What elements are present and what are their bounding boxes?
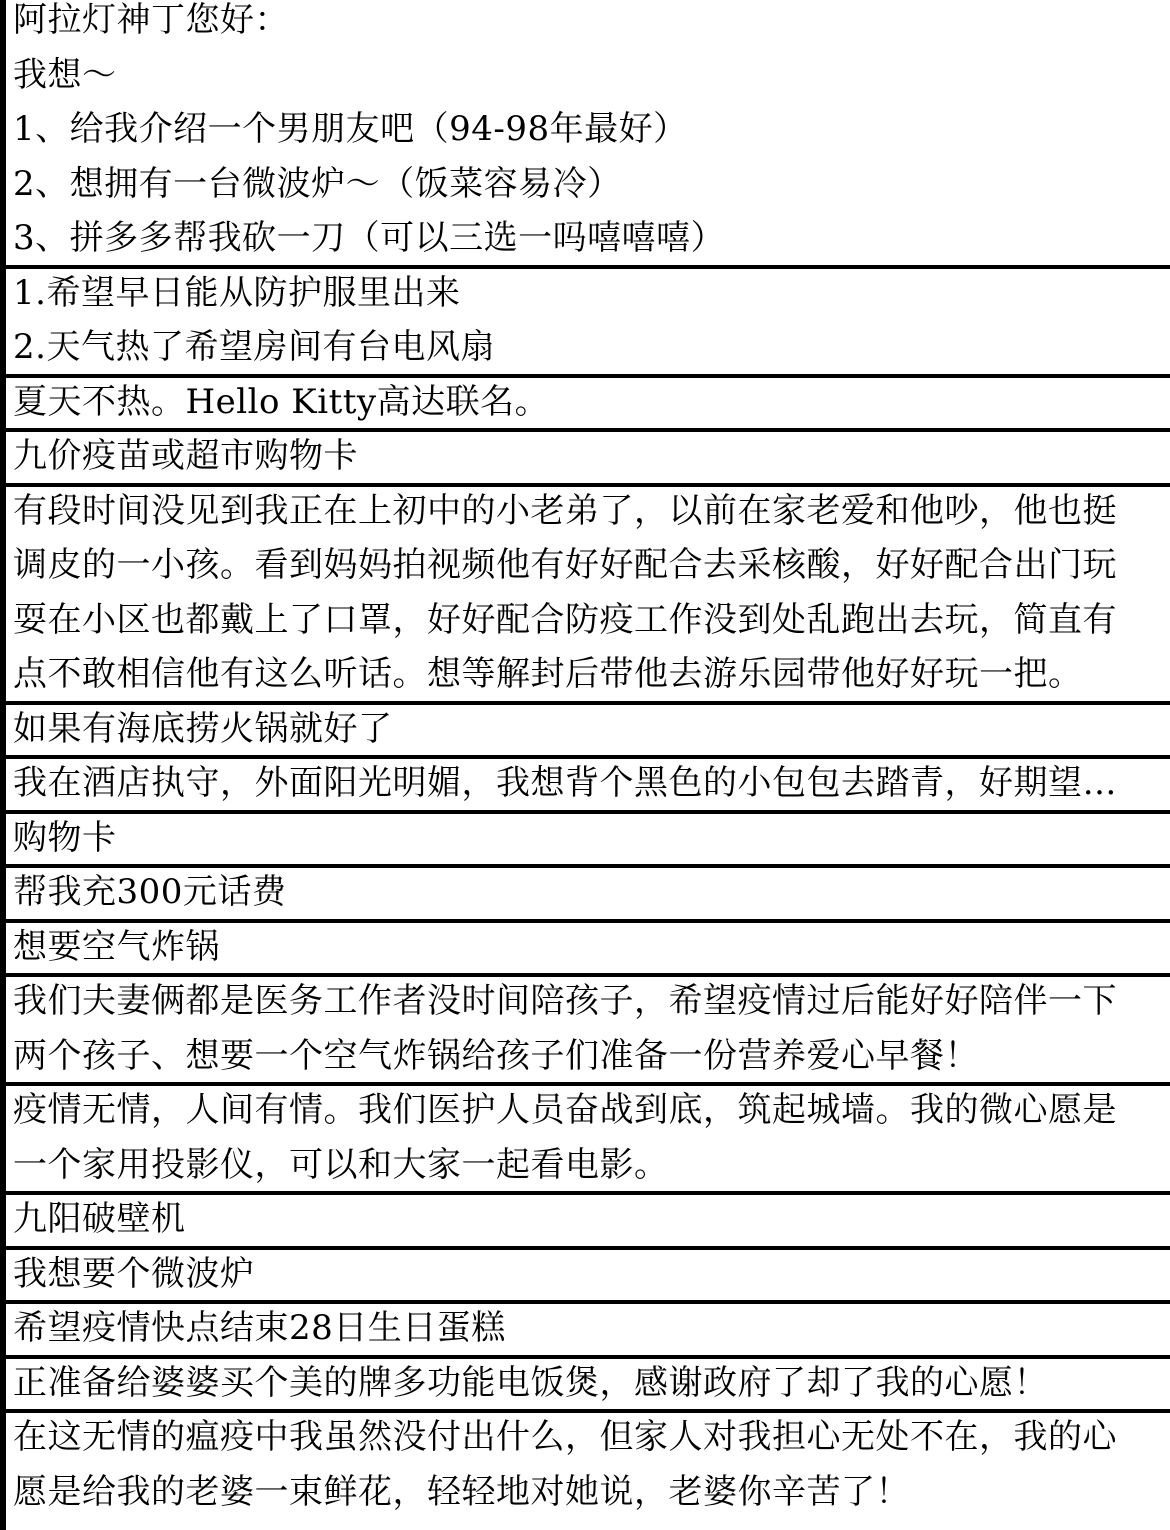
wish-text-line: 疫情无情，人间有情。我们医护人员奋战到底，筑起城墙。我的微心愿是 [13,1090,1117,1130]
wish-text-line: 2、想拥有一台微波炉～（饭菜容易冷） [13,163,622,204]
wish-entry [6,974,1170,1083]
wish-entry [6,375,1170,430]
wish-text-line: 耍在小区也都戴上了口罩，好好配合防疫工作没到处乱跑出去玩，简直有 [13,599,1117,640]
wish-entry [6,1356,1170,1411]
wish-text-line: 我想～ [13,54,117,95]
wish-text-line: 夏天不热。Hello Kitty高达联名。 [13,381,550,422]
wish-text-line: 点不敢相信他有这么听话。想等解封后带他去游乐园带他好好玩一把。 [13,654,1083,694]
wish-text-line: 在这无情的瘟疫中我虽然没付出什么，但家人对我担心无处不在，我的心 [13,1417,1117,1457]
wish-entry [6,756,1170,811]
wish-text-line: 购物卡 [13,817,117,858]
wish-entry [6,1083,1170,1192]
wish-entry [6,702,1170,757]
wish-text-line: 两个孩子、想要一个空气炸锅给孩子们准备一份营养爱心早餐！ [13,1035,979,1076]
wish-entry [6,1247,1170,1302]
wish-text-line: 九价疫苗或超市购物卡 [13,436,358,476]
wish-text-line: 一个家用投影仪，可以和大家一起看电影。 [13,1144,669,1185]
wish-entry [6,1410,1170,1519]
wish-text-line: 1.希望早日能从防护服里出来 [13,272,461,313]
wish-entry [6,865,1170,920]
wish-entry [6,266,1170,375]
wish-text-line: 希望疫情快点结束28日生日蛋糕 [13,1308,506,1348]
wish-text-line: 想要空气炸锅 [13,926,220,967]
wish-entry [6,1301,1170,1356]
wish-text-line: 3、拼多多帮我砍一刀（可以三选一吗嘻嘻嘻） [13,218,726,258]
wish-text-line: 我在酒店执守，外面阳光明媚，我想背个黑色的小包包去踏青，好期望… [13,763,1117,803]
wish-text-line: 我想要个微波炉 [13,1253,255,1294]
wish-entry [6,920,1170,975]
wish-entry [6,484,1170,702]
wish-text-line: 我们夫妻俩都是医务工作者没时间陪孩子，希望疫情过后能好好陪伴一下 [13,981,1117,1021]
wish-text-line: 九阳破壁机 [13,1199,186,1239]
wish-text-line: 帮我充300元话费 [13,872,287,912]
wish-text-line: 愿是给我的老婆一束鲜花，轻轻地对她说，老婆你辛苦了！ [13,1471,910,1512]
wish-entry [6,811,1170,866]
wish-entry [6,1192,1170,1247]
wish-text-line: 阿拉灯神丁您好： [13,0,289,40]
wish-text-line: 有段时间没见到我正在上初中的小老弟了，以前在家老爱和他吵，他也挺 [13,490,1117,531]
wish-text-line: 如果有海底捞火锅就好了 [13,708,393,749]
wish-text-line: 1、给我介绍一个男朋友吧（94-98年最好） [13,109,688,149]
wish-text-line: 调皮的一小孩。看到妈妈拍视频他有好好配合去采核酸，好好配合出门玩 [13,545,1117,585]
wish-entry [6,429,1170,484]
wish-text-line: 2.天气热了希望房间有台电风扇 [13,327,495,367]
wish-entry [6,0,1170,266]
wish-text-line: 正准备给婆婆买个美的牌多功能电饭煲，感谢政府了却了我的心愿！ [13,1362,1048,1403]
